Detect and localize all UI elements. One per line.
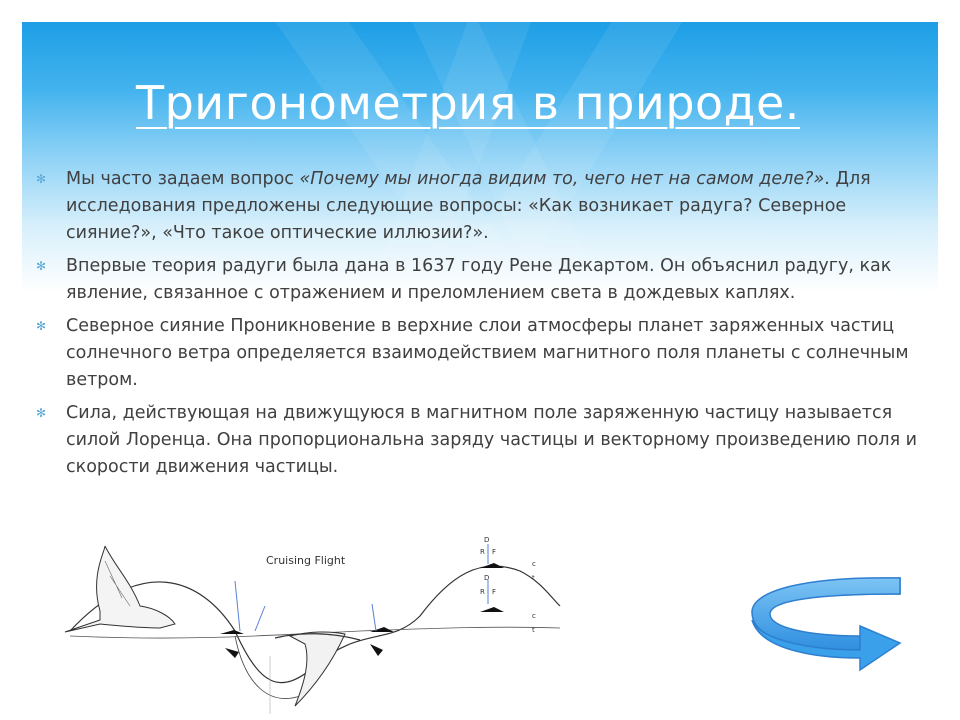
bullet-text-before: Мы часто задаем вопрос (66, 169, 300, 189)
bullet-item (36, 313, 926, 394)
label-r: R (480, 588, 485, 596)
label-t: t (532, 574, 535, 582)
figure-caption: Cruising Flight (266, 554, 346, 567)
bullet-marker-icon: ✻ (36, 172, 47, 186)
bullet-text: Северное сияние Проникновение в верхние слои атмосферы планет заряженных частиц солнечного ветра определяется взаимодействием магнитного поля планеты с солнечным ветром. (66, 316, 909, 390)
bullet-marker-icon: ✻ (36, 259, 47, 273)
label-f: F (492, 588, 497, 596)
label-c: c (532, 560, 536, 568)
bullet-item (36, 253, 926, 307)
bullet-item (36, 400, 926, 481)
label-r: R (480, 548, 485, 556)
bullet-list (36, 166, 926, 487)
label-c: c (532, 612, 536, 620)
bullet-text: Впервые теория радуги была дана в 1637 году Рене Декартом. Он объяснил радугу, как явление, связанное с отражением и преломлением света в дождевых каплях. (66, 256, 892, 303)
bullet-text-after: . Для исследования предложены следующие вопросы: «Как возникает радуга? Северное сияние?», «Что такое оптические иллюзии?». (66, 169, 871, 243)
bullet-text: Сила, действующая на движущуюся в магнитном поле заряженную частицу называется силой Лоренца. Она пропорциональна заряду частицы и векторному произведению поля и скорости движения частицы. (66, 403, 918, 477)
label-d: D (484, 536, 490, 544)
bullet-item (36, 166, 926, 247)
curved-arrow-icon[interactable] (740, 570, 910, 680)
bullet-quote: «Почему мы иногда видим то, чего нет на самом деле?» (299, 169, 825, 189)
bullet-marker-icon: ✻ (36, 319, 47, 333)
label-d: D (484, 574, 490, 582)
label-t: t (532, 626, 535, 634)
label-f: F (492, 548, 497, 556)
bullet-marker-icon: ✻ (36, 406, 47, 420)
slide-title: Тригонометрия в природе. (136, 76, 800, 130)
bird-center-icon (275, 632, 360, 706)
